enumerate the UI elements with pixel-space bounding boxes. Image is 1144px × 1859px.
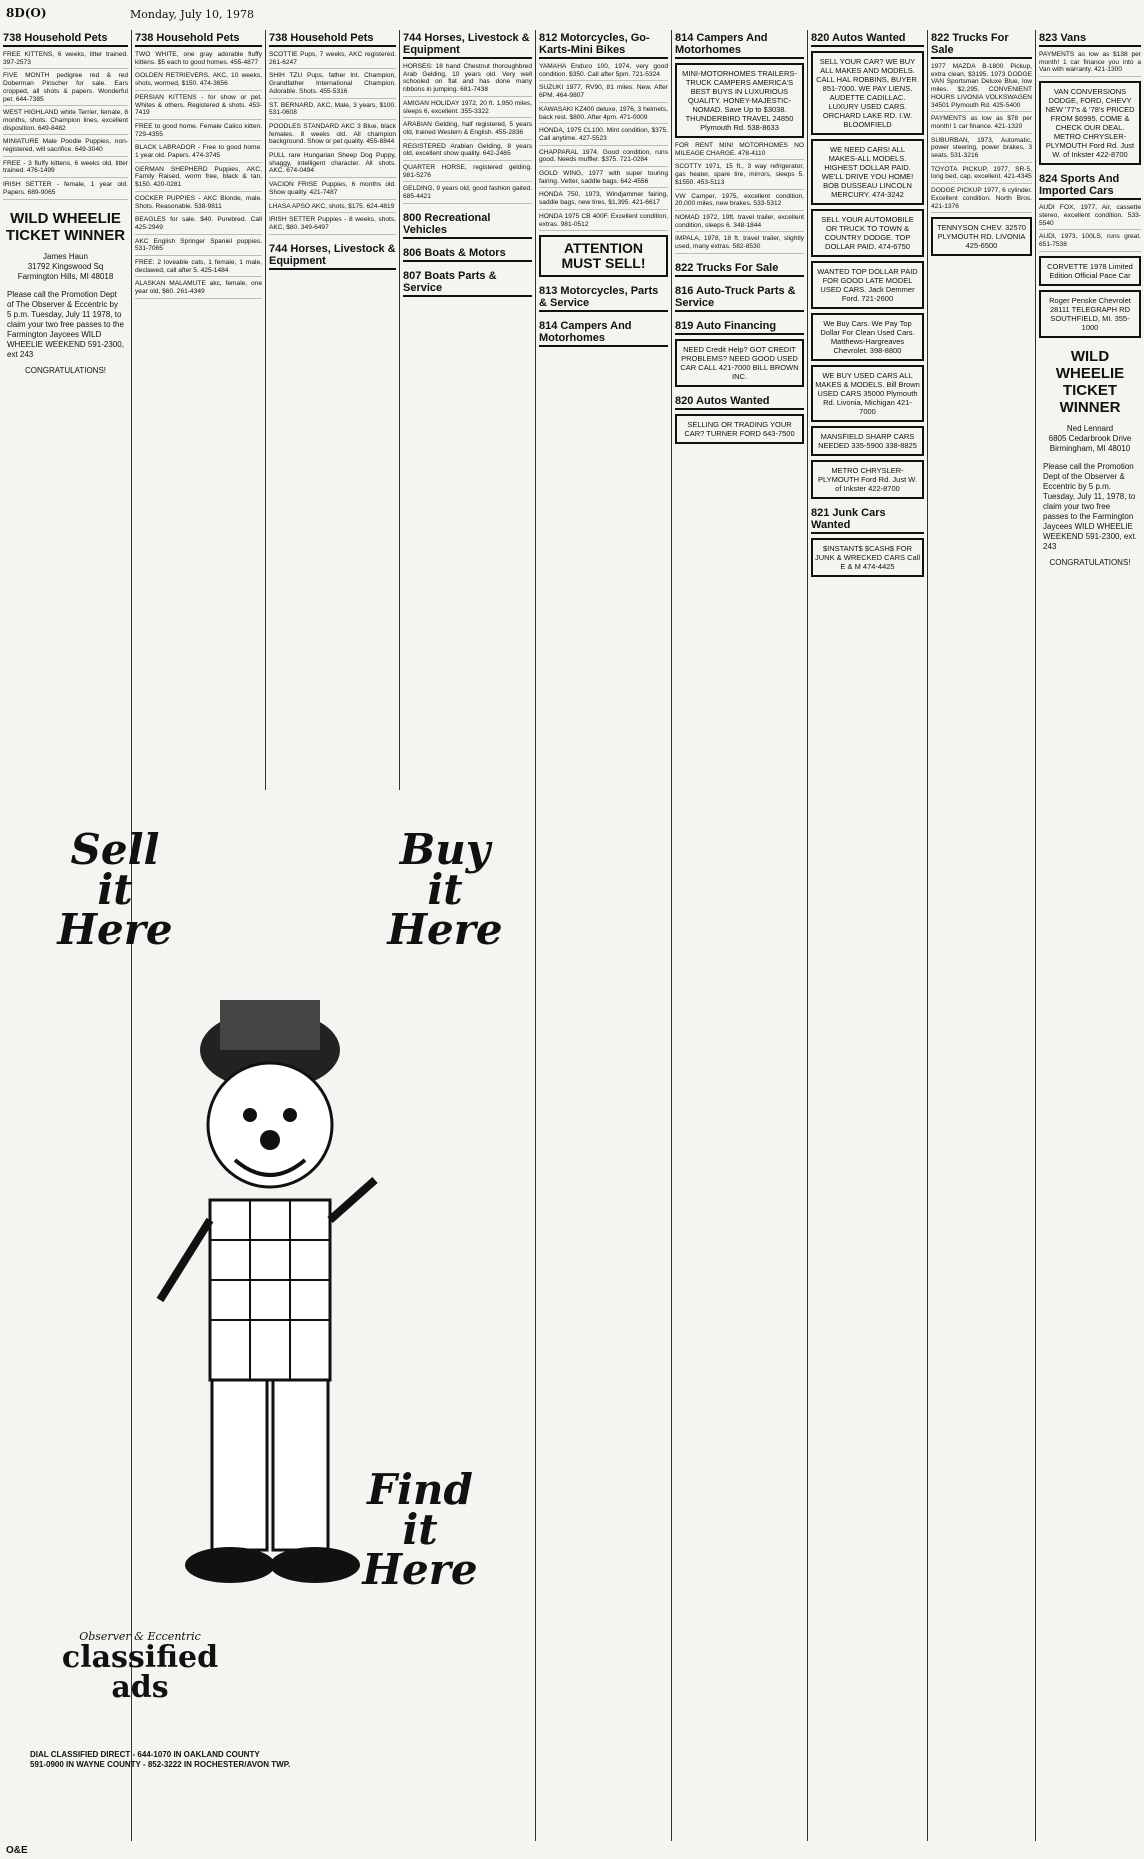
classified-ad: PERSIAN KITTENS - for show or pet. Whites & others. Registered & shots. 453-7419 [135,94,262,120]
attention-box: ATTENTION MUST SELL! [539,235,668,277]
classified-ad: GOLDEN RETRIEVERS, AKC, 10 weeks, shots, wormed, $150. 474-3656 [135,72,262,90]
classified-ad: AKC English Springer Spaniel puppies. 531-7065 [135,238,262,256]
buy-it-here: Buy it Here [387,825,503,954]
classified-ad: AUDI, 1973, 100LS, runs great. 651-7538 [1039,233,1141,251]
winner-congrats: CONGRATULATIONS! [1049,557,1131,567]
section-heading: 822 Trucks For Sale [675,262,804,277]
classified-ad: SUZUKI 1977, RV90, 81 miles. New. After 6PM. 464-9807 [539,84,668,102]
matthews-ad: We Buy Cars. We Pay Top Dollar For Clean Used Cars. Matthews-Hargreaves Chevrolet. 398-8800 [811,313,924,361]
section-heading: 744 Horses, Livestock & Equipment [269,243,396,270]
classified-ad: SUBURBAN, 1973, Automatic, power steering, power brakes, 3 seats. 531-3216 [931,137,1032,163]
classified-ad: COCKER PUPPIES - AKC Blonde, male. Shots. Reasonable. 538-9811 [135,195,262,213]
clown-illustration [150,940,390,1640]
thunderbird-ad: MINI-MOTORHOMES TRAILERS-TRUCK CAMPERS AMERICA'S BEST BUYS IN LUXURIOUS QUALITY. HONEY-MAJESTIC-NOMAD. Save Up to $3038. THUNDERBIRD TRAVEL 24850 Plymouth Rd. 538-8633 [675,63,804,138]
section-heading: 738 Household Pets [3,32,128,47]
classified-ad: PAYMENTS as low as $138 per month! 1 car finance you into a Van with warranty. 421-1300 [1039,51,1141,77]
column-7 [808,30,928,1841]
instant-cash-ad: $INSTANT$ $CASH$ FOR JUNK & WRECKED CARS Call E & M 474-4425 [811,538,924,577]
classified-ad: YAMAHA Enduro 100, 1974, very good condition. $350. Call after 5pm. 721-5324 [539,63,668,81]
classified-ad: HONDA 1975 CB 400F. Excellent condition, extras. 981-0512 [539,213,668,231]
classified-ad: ST. BERNARD, AKC, Male, 3 years, $100. 531-0608 [269,102,396,120]
classified-ad: CHAPPARAL 1974. Good condition, runs good. Needs muffler. $375. 721-0284 [539,149,668,167]
winner-title: WILD WHEELIE TICKET WINNER [5,209,126,244]
classified-logo: Observer & Eccentric classified ads [61,1630,219,1705]
section-heading: 820 Autos Wanted [811,32,924,47]
column-9 [1036,30,1144,1841]
dial-classified: DIAL CLASSIFIED DIRECT - 644-1070 IN OAKLAND COUNTY 591-0900 IN WAYNE COUNTY - 852-3222 IN ROCHESTER/AVON TWP. [30,1750,291,1769]
classified-ad: WEST HIGHLAND white Terrier, female, 8 months, shots. Champion lines, excellent disposition. 649-8482 [3,109,128,135]
page-header [0,0,1144,28]
classified-ad: HONDA, 1975 CL100. Mint condition, $375. Call anytime. 427-5523 [539,127,668,145]
classified-ad: POODLES STANDARD AKC 3 Blue, black females. 8 weeks old. All champion background. Show or pet quality. 455-8844 [269,123,396,149]
classified-ad: HONDA 750, 1973, Windjammer fairing, saddle bags, new tires, $1,395. 421-6617 [539,191,668,209]
section-heading: 822 Trucks For Sale [931,32,1032,59]
classified-ad: VW Camper, 1975, excellent condition, 20,000 miles, new brakes. 533-5312 [675,193,804,211]
winner-name: Ned Lennard 6805 Cedarbrook Drive Birmingham, MI 48010 [1048,423,1132,453]
section-heading: 807 Boats Parts & Service [403,270,532,297]
classified-ad: FOR RENT MINI MOTORHOMES NO MILEAGE CHARGE. 478-4110 [675,142,804,160]
bill-brown-ad: WE BUY USED CARS ALL MAKES & MODELS. Bill Brown USED CARS 35000 Plymouth Rd. Livonia, Michigan 421-7000 [811,365,924,422]
classified-ad: ARABIAN Gelding, half registered, 5 years old, trained Western & English. 455-2836 [403,121,532,139]
town-country-ad: SELL YOUR AUTOMOBILE OR TRUCK TO TOWN & COUNTRY DODGE. TOP DOLLAR PAID. 474-6750 [811,209,924,257]
sell-it-here: Sell it Here [57,825,173,954]
winner-box-left [3,210,128,376]
section-heading: 806 Boats & Motors [403,247,532,262]
section-heading: 814 Campers And Motorhomes [539,320,668,347]
classified-ad: FREE - 3 fluffy kittens, 6 weeks old, litter trained. 476-1499 [3,160,128,178]
classified-ad: QUARTER HORSE, registered gelding. 981-5276 [403,164,532,182]
column-8 [928,30,1036,1841]
section-heading: 744 Horses, Livestock & Equipment [403,32,532,59]
winner-name: James Haun 31792 Kingswood Sq Farmington Hills, MI 48018 [17,251,114,281]
classified-ad: FREE KITTENS, 6 weeks, litter trained. 397-2573 [3,51,128,69]
classified-ad: TWO WHITE, one gray adorable fluffy kittens. $5 each to good homes. 455-4877 [135,51,262,69]
page-date: Monday, July 10, 1978 [130,8,255,21]
section-heading: 738 Household Pets [269,32,396,47]
penske-ad: Roger Penske Chevrolet 28111 TELEGRAPH RD SOUTHFIELD, MI. 355-1000 [1039,290,1141,338]
classified-ad: KAWASAKI KZ400 deluxe, 1976, 3 helmets, back rest. $800. After 4pm. 471-0009 [539,106,668,124]
section-heading: 820 Autos Wanted [675,395,804,410]
column-4 [400,30,536,1841]
winner-congrats: CONGRATULATIONS! [24,365,107,375]
section-heading: 800 Recreational Vehicles [403,212,532,239]
classified-ad: BEAGLES for sale. $40. Purebred. Call 425-2949 [135,216,262,234]
classified-ad: FREE: 2 loveable cats, 1 female, 1 male, declawed, call after 5. 425-1484 [135,259,262,277]
section-heading: 738 Household Pets [135,32,262,47]
credit-help-ad: NEED Credit Help? GOT CREDIT PROBLEMS? NEED GOOD USED CAR CALL 421-7000 BILL BROWN INC. [675,339,804,387]
classified-ad: PAYMENTS as low as $78 per month! 1 car finance. 421-1320 [931,115,1032,133]
classified-ad: BLACK LABRADOR - Free to good home. 1 year old. Papers. 474-3745 [135,144,262,162]
classified-ad: ALASKAN MALAMUTE akc, female, one year old, $60. 261-4349 [135,280,262,298]
classified-ad: PULL rare Hungarian Sheep Dog Puppy, shaggy, intelligent character. All shots. AKC. 674-0494 [269,152,396,178]
tennyson-ad: TENNYSON CHEV. 32570 PLYMOUTH RD. LIVONIA 425-6500 [931,217,1032,256]
section-heading: 819 Auto Financing [675,320,804,335]
classified-ad: DODGE PICKUP 1977, 6 cylinder. Excellent condition. North Bros. 421-1376 [931,187,1032,213]
column-5 [536,30,672,1841]
classified-ad: GOLD WING, 1977 with super touring fairing. Vetter, saddle bags. 642-4556 [539,170,668,188]
metro-ad: METRO CHRYSLER-PLYMOUTH Ford Rd. Just W. of Inkster 422-8700 [811,460,924,499]
section-heading: 814 Campers And Motorhomes [675,32,804,59]
classified-ad: MINIATURE Male Poodle Puppies, non-registered, will sacrifice. 649-3040 [3,138,128,156]
section-heading: 813 Motorcycles, Parts & Service [539,285,668,312]
footer-label: O&E [6,1845,28,1856]
winner-instructions: Please call the Promotion Dept of the Observer & Eccentric by 5 p.m. Tuesday, July 11, 1978, to claim your two free passes to the Farmington Jaycees WILD WHEELIE WEEKEND 591-2300, ext. 243 [1043,461,1137,551]
demmer-ad: WANTED TOP DOLLAR PAID FOR GOOD LATE MODEL USED CARS. Jack Demmer Ford. 721-2600 [811,261,924,309]
winner-box-right [1039,348,1141,568]
classified-ad: IRISH SETTER - female, 1 year old. Papers. 689-9065 [3,181,128,199]
column-2 [132,30,266,790]
section-heading: 823 Vans [1039,32,1141,47]
corvette-ad: CORVETTE 1978 Limited Edition Official Pace Car [1039,256,1141,286]
classified-ad: REGISTERED Arabian Gelding, 8 years old, excellent show quality. 642-2465 [403,143,532,161]
classified-ad: SCOTTIE Pups, 7 weeks, AKC registered. 261-6247 [269,51,396,69]
classified-ad: TOYOTA PICKUP, 1977, SR-5, long bed, cap, excellent. 421-4345 [931,166,1032,184]
section-heading: 821 Junk Cars Wanted [811,507,924,534]
mansfield-ad: MANSFIELD SHARP CARS NEEDED 335-5900 338-8825 [811,426,924,456]
classified-ad: 1977 MAZDA B-1800 Pickup, extra clean, $3195. 1973 DODGE VAN Sportsman Deluxe Blue, low miles. $2,295. CONVENIENT HOURS LIVONIA VOLKSWAGEN 34501 Plymouth Rd. 425-5400 [931,63,1032,112]
classified-ad: FIVE MONTH pedigree red & red Doberman Pinscher for sale. Ears cropped, all shots & papers. Wonderful pet. 644-7385 [3,72,128,106]
winner-title: WILD WHEELIE TICKET WINNER [1055,347,1125,416]
classified-ad: VACION FRISE Puppies, 6 months old. Show quality. 421-7487 [269,181,396,199]
winner-instructions: Please call the Promotion Dept of The Observer & Eccentric by 5 p.m. Tuesday, July 11 1978, to claim your two free passes to the Farmington Jaycees WILD WHEELIE WEEKEND 591-2300, ext 243 [7,289,124,359]
classified-ad: FREE to good home. Female Calico kitten. 729-4355 [135,123,262,141]
classified-ad: HORSES: 18 hand Chestnut thoroughbred Arab Gelding, 10 years old. Very well schooled on flat and has done many ribbons in jumping. 681-7438 [403,63,532,97]
section-heading: 812 Motorcycles, Go-Karts-Mini Bikes [539,32,668,59]
classified-ad: LHASA APSO AKC, shots, $175. 624-4819 [269,203,396,214]
classified-ad: SHIH TZU Pups, father Int. Champion, Grandfather International Champion. Adorable. Shots. 455-5316 [269,72,396,98]
dusseau-ad: WE NEED CARS! ALL MAKES-ALL MODELS. HIGHEST DOLLAR PAID. WE'LL DRIVE YOU HOME! BOB DUSSEAU LINCOLN MERCURY. 474-3242 [811,139,924,205]
classified-ad: IMPALA, 1978, 18 ft. travel trailer, slightly used, many extras. 582-8530 [675,235,804,253]
section-heading: 824 Sports And Imported Cars [1039,173,1141,200]
classified-ad: AMIGAN HOLIDAY 1972, 20 ft. 1,950 miles, sleeps 6, excellent. 355-3322 [403,100,532,118]
classified-ad: IRISH SETTER Puppies - 8 weeks, shots, AKC, $80. 349-6497 [269,216,396,234]
van-conversions-ad: VAN CONVERSIONS DODGE, FORD, CHEVY NEW '77's & '78's PRICED FROM $6995. COME & CHECK OUR DEAL. METRO CHRYSLER-PLYMOUTH Ford Rd. Just W. of Inkster 422-8700 [1039,81,1141,165]
page-number: 8D(O) [6,6,47,20]
classified-ad: GELDING, 9 years old, good fashion gaited. 685-4421 [403,185,532,203]
classified-ad: SCOTTY 1971, 15 ft., 3 way refrigerator, gas heater, spare tire, mirrors, sleeps 5. $1550. 453-5113 [675,163,804,189]
classified-ad: NOMAD 1972, 19ft. travel trailer, excellent condition, sleeps 6. 348-1844 [675,214,804,232]
audette-ad: SELL YOUR CAR? WE BUY ALL MAKES AND MODELS. CALL HAL ROBBINS, BUYER. 851-7000. WE PAY LIENS. AUDETTE CADILLAC. LUXURY USED CARS. ORCHARD LAKE RD. I.W. BLOOMFIELD [811,51,924,135]
section-heading: 816 Auto-Truck Parts & Service [675,285,804,312]
classified-ad: GERMAN SHEPHERD Puppies, AKC, Family Raised, worm free, black & tan, $150. 420-0281 [135,166,262,192]
column-3 [266,30,400,790]
classified-ad: AUDI FOX, 1977, Air, cassette stereo, excellent condition. 533-5540 [1039,204,1141,230]
turner-ford-ad: SELLING OR TRADING YOUR CAR? TURNER FORD 643-7500 [675,414,804,444]
find-it-here: Find it Here [362,1465,478,1594]
column-6 [672,30,808,1841]
